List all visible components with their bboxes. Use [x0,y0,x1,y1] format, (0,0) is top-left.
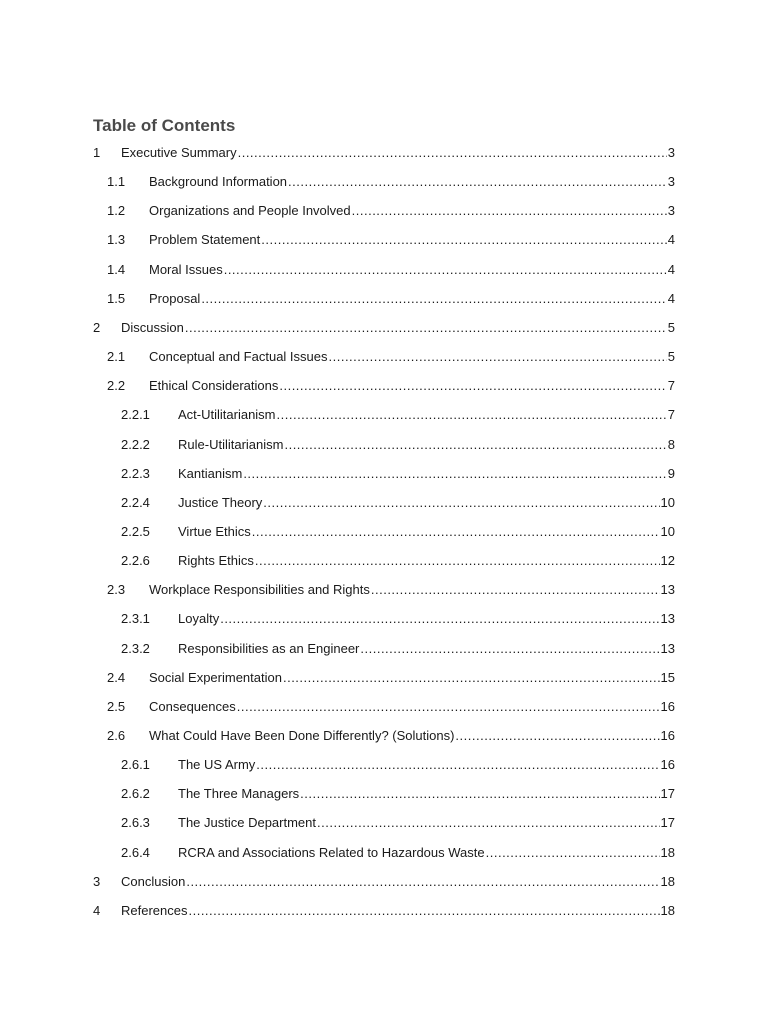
toc-entry-line [178,523,675,541]
toc-dot-leader [277,406,667,424]
toc-entry[interactable] [0,610,768,628]
toc-entry-number: 1.3 [107,232,126,247]
toc-entry-page-number: 7 [667,407,675,422]
toc-entry-line [178,494,675,512]
toc-entry-number: 2.2.2 [121,437,150,452]
toc-entry-page-number: 5 [667,320,675,335]
toc-dot-leader [455,727,659,745]
toc-entry-number: 2.3.2 [121,641,150,656]
toc-entry-page-number: 17 [660,786,675,801]
toc-entry-number: 4 [93,903,101,918]
toc-entry-line [178,785,675,803]
toc-entry-page-number: 18 [660,845,675,860]
toc-entry-title[interactable]: Social Experimentation [149,670,282,685]
toc-entry-line [178,552,675,570]
toc-entry-number: 2.1 [107,349,126,364]
toc-entry-page-number: 16 [660,757,675,772]
toc-entry-line [121,144,675,162]
toc-entry[interactable] [0,581,768,599]
toc-entry-page-number: 3 [667,174,675,189]
toc-entry-number: 2.6 [107,728,126,743]
toc-entry[interactable] [0,494,768,512]
toc-entry-page-number: 17 [660,815,675,830]
toc-entry-title[interactable]: Justice Theory [178,495,263,510]
toc-dot-leader [283,669,660,687]
toc-entry-line [121,319,675,337]
toc-entry[interactable] [0,290,768,308]
toc-entry[interactable] [0,261,768,279]
toc-entry-page-number: 7 [667,378,675,393]
toc-entry-number: 2.5 [107,699,126,714]
toc-entry-number: 2.2.6 [121,553,150,568]
toc-entry[interactable] [0,902,768,920]
toc-entry-line [178,610,675,628]
toc-entry-title[interactable]: Organizations and People Involved [149,203,351,218]
toc-entry[interactable] [0,698,768,716]
toc-entry-title[interactable]: Conclusion [121,874,186,889]
toc-entry-line [178,640,675,658]
toc-entry-number: 2.6.4 [121,845,150,860]
toc-entry-line [149,581,675,599]
toc-entry[interactable] [0,785,768,803]
toc-entry-title[interactable]: Virtue Ethics [178,524,251,539]
toc-entry-number: 2.3 [107,582,126,597]
toc-entry-title[interactable]: Background Information [149,174,288,189]
toc-dot-leader [220,610,659,628]
toc-dot-leader [284,436,666,454]
toc-entry-line [149,202,675,220]
toc-entry[interactable] [0,669,768,687]
toc-entry-title[interactable]: Conceptual and Factual Issues [149,349,328,364]
toc-dot-leader [224,261,667,279]
toc-entry-line [149,173,675,191]
toc-entry-number: 2 [93,320,101,335]
toc-entry-title[interactable]: Responsibilities as an Engineer [178,641,360,656]
toc-entry[interactable] [0,406,768,424]
toc-entry-line [121,902,675,920]
toc-entry-title[interactable]: Ethical Considerations [149,378,279,393]
toc-entry[interactable] [0,844,768,862]
toc-entry-page-number: 4 [667,262,675,277]
toc-entry-title[interactable]: The US Army [178,757,256,772]
toc-entry-line [149,231,675,249]
toc-entry-number: 1.1 [107,174,126,189]
toc-dot-leader [255,552,660,570]
toc-entry-number: 2.2.1 [121,407,150,422]
toc-dot-leader [261,231,666,249]
toc-entry[interactable] [0,202,768,220]
toc-entry-title[interactable]: RCRA and Associations Related to Hazardous Waste [178,845,485,860]
toc-dot-leader [186,873,659,891]
toc-entry-line [149,290,675,308]
toc-entry-line [149,261,675,279]
toc-entry-number: 2.6.1 [121,757,150,772]
toc-entry-page-number: 18 [660,874,675,889]
toc-dot-leader [201,290,666,308]
toc-entry-line [178,465,675,483]
toc-entry-number: 2.2.3 [121,466,150,481]
toc-entry-page-number: 18 [660,903,675,918]
toc-entry[interactable] [0,144,768,162]
toc-entry-title[interactable]: References [121,903,188,918]
toc-entry-title[interactable]: What Could Have Been Done Differently? (Solutions) [149,728,455,743]
toc-entry-number: 2.6.2 [121,786,150,801]
toc-entry-title[interactable]: Discussion [121,320,184,335]
toc-dot-leader [238,144,667,162]
toc-entry-number: 1.2 [107,203,126,218]
toc-dot-leader [317,814,660,832]
toc-entry-title[interactable]: Proposal [149,291,201,306]
toc-entry-page-number: 3 [667,145,675,160]
toc-entry-page-number: 16 [660,728,675,743]
toc-entry[interactable] [0,377,768,395]
toc-entry[interactable] [0,231,768,249]
toc-dot-leader [243,465,666,483]
toc-entry-number: 2.6.3 [121,815,150,830]
toc-entry-title[interactable]: Act-Utilitarianism [178,407,276,422]
toc-entry-line [178,844,675,862]
toc-entry-line [178,406,675,424]
toc-entry-page-number: 10 [660,495,675,510]
toc-dot-leader [360,640,659,658]
toc-entry-page-number: 3 [667,203,675,218]
toc-entry[interactable] [0,523,768,541]
toc-entry-number: 2.3.1 [121,611,150,626]
toc-entry-number: 2.2.4 [121,495,150,510]
toc-entry-title[interactable]: Kantianism [178,466,243,481]
toc-dot-leader [185,319,667,337]
toc-entry-number: 1.5 [107,291,126,306]
toc-entry-title[interactable]: Moral Issues [149,262,223,277]
toc-dot-leader [237,698,660,716]
toc-entry-page-number: 8 [667,437,675,452]
toc-entry-title[interactable]: The Justice Department [178,815,317,830]
toc-entry-line [178,436,675,454]
toc-entry[interactable] [0,319,768,337]
toc-dot-leader [371,581,660,599]
toc-dot-leader [263,494,659,512]
toc-entry[interactable] [0,552,768,570]
toc-entry-page-number: 4 [667,291,675,306]
toc-entry-line [178,756,675,774]
toc-entry[interactable] [0,348,768,366]
toc-entry-page-number: 10 [660,524,675,539]
toc-entry-page-number: 16 [660,699,675,714]
toc-entry[interactable] [0,173,768,191]
toc-entry-line [178,814,675,832]
toc-entry-title[interactable]: Problem Statement [149,232,261,247]
toc-entry-title[interactable]: Rule-Utilitarianism [178,437,284,452]
toc-entry-title[interactable]: Loyalty [178,611,220,626]
toc-entry-number: 2.2 [107,378,126,393]
toc-dot-leader [486,844,660,862]
toc-entry-number: 1.4 [107,262,126,277]
toc-entry-page-number: 15 [660,670,675,685]
toc-entry-number: 2.2.5 [121,524,150,539]
toc-entry[interactable] [0,756,768,774]
toc-entry[interactable] [0,727,768,745]
toc-dot-leader [279,377,666,395]
toc-entry[interactable] [0,436,768,454]
toc-entry-title[interactable]: Workplace Responsibilities and Rights [149,582,370,597]
toc-entry-line [149,669,675,687]
toc-entry[interactable] [0,814,768,832]
toc-entry-title[interactable]: Consequences [149,699,236,714]
toc-entry-line [121,873,675,891]
toc-entry-number: 2.4 [107,670,126,685]
toc-title: Table of Contents [93,116,236,135]
toc-entry-line [149,698,675,716]
toc-entry-page-number: 13 [660,582,675,597]
toc-entry-page-number: 4 [667,232,675,247]
toc-dot-leader [256,756,659,774]
toc-entry-line [149,377,675,395]
toc-entry[interactable] [0,640,768,658]
toc-dot-leader [300,785,659,803]
toc-entry-page-number: 13 [660,641,675,656]
toc-entry[interactable] [0,465,768,483]
toc-entry-page-number: 5 [667,349,675,364]
toc-dot-leader [252,523,660,541]
toc-entry-page-number: 12 [660,553,675,568]
toc-entry-number: 3 [93,874,101,889]
toc-entry-page-number: 13 [660,611,675,626]
toc-entry-line [149,727,675,745]
toc-entry-number: 1 [93,145,101,160]
toc-dot-leader [329,348,667,366]
toc-dot-leader [288,173,667,191]
toc-entry-title[interactable]: Rights Ethics [178,553,254,568]
toc-entry-page-number: 9 [667,466,675,481]
toc-entry-line [149,348,675,366]
toc-entry[interactable] [0,873,768,891]
toc-entry-title[interactable]: Executive Summary [121,145,237,160]
toc-dot-leader [188,902,659,920]
toc-dot-leader [352,202,667,220]
toc-entry-title[interactable]: The Three Managers [178,786,300,801]
